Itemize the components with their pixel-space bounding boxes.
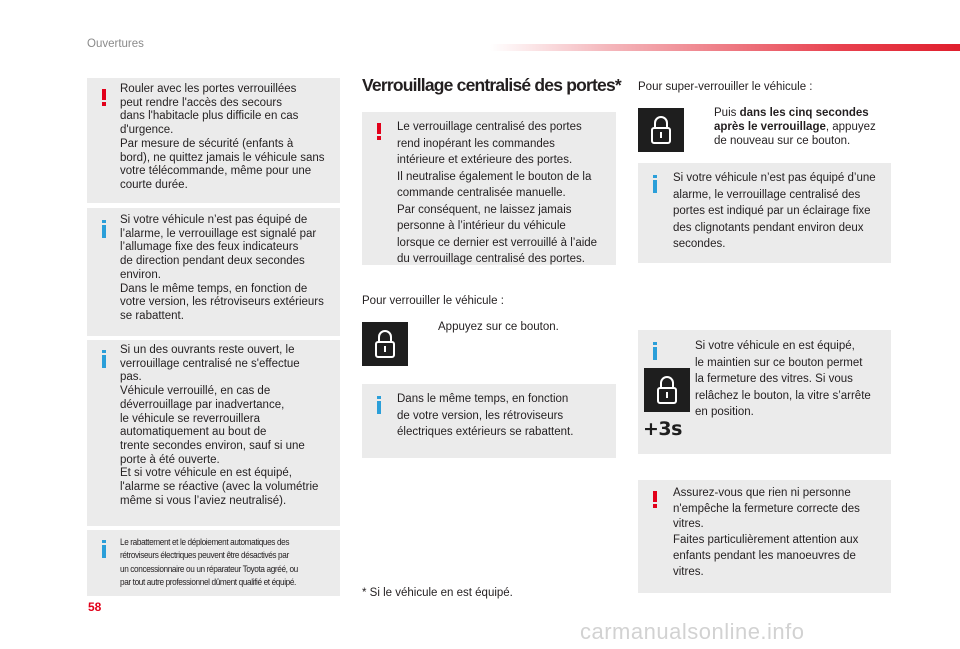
info-icon: [100, 220, 108, 238]
warning-text: Rouler avec les portes verrouillées peut rendre l'accès des secours dans l'habitacle plus difficile en cas d'urgence. Par mesure de sécurité (enfants à bord), ne quittez jamais le véhicule sans votre télécommande, même pour une courte durée.: [120, 83, 325, 191]
lock-step-text: Appuyez sur ce bouton.: [438, 321, 559, 333]
info-text: Le rabattement et le déploiement automatiques des rétroviseurs électriques peuvent être désactivés par un concessionnaire ou un réparateur Toyota agréé, ou par tout autre professionnel dûment qualifié et équipé.: [120, 537, 298, 589]
section-title: Ouvertures: [87, 38, 144, 50]
info-box-lock-indication: [638, 163, 891, 263]
warning-box-central-lock: [362, 112, 616, 265]
warning-text: Assurez-vous que rien ni personne n'empêche la fermeture correcte des vitres. Faites particulièrement attention aux enfants pendant les manoeuvres de vitres.: [673, 487, 860, 578]
info-text: Si votre véhicule n’est pas équipé de l’alarme, le verrouillage est signalé par l’allumage fixe des feux indicateurs de direction pendant deux secondes environ. Dans le même temps, en fonction de votre version, les rétroviseurs extérieurs se rabattent.: [120, 214, 324, 322]
info-icon: [100, 350, 108, 368]
info-box-mirror: [362, 384, 616, 458]
info-text: Si votre véhicule n’est pas équipé d’une alarme, le verrouillage centralisé des portes est indiqué par un éclairage fixe des clignotants pendant environ deux secondes.: [673, 172, 876, 250]
step-suffix: , appuyez de nouveau sur ce bouton.: [714, 121, 876, 147]
info-text: Si un des ouvrants reste ouvert, le verrouillage centralisé ne s'effectue pas. Véhicule verrouillé, en cas de déverrouillage par inadvertance, le véhicule se reverrouillera automatiquement au bout de trente secondes environ, sauf si une porte à été ouverte. Et si votre véhicule en est équipé, l'alarme se réactive (avec la volumétrie même si vous l’aviez neutralisé).: [120, 344, 319, 507]
hold-3s-icon: +3s: [643, 418, 682, 440]
header-accent-line: [490, 44, 960, 51]
step-prefix: Puis: [714, 107, 740, 119]
info-icon: [100, 540, 108, 558]
info-box-open-door: [87, 340, 340, 526]
warning-box-emergency-access: [87, 78, 340, 203]
warning-icon: [651, 491, 659, 508]
info-text: Dans le même temps, en fonction de votre version, les rétroviseurs électriques extérieurs se rabattent.: [397, 393, 574, 438]
info-box-mirror-folding: [87, 530, 340, 596]
lock-instruction-intro: Pour verrouiller le véhicule :: [362, 295, 504, 307]
info-icon: [375, 396, 383, 414]
lock-button-icon: [644, 368, 690, 412]
lock-button-icon: [638, 108, 684, 152]
footnote: * Si le véhicule en est équipé.: [362, 587, 513, 599]
warning-icon: [100, 89, 108, 106]
info-text: Si votre véhicule en est équipé, le maintien sur ce bouton permet la fermeture des vitres. Si vous relâchez le bouton, la vitre s’arrête en position.: [695, 340, 871, 418]
section-heading: Verrouillage centralisé des portes*: [362, 75, 621, 95]
info-box-window-closing: [638, 330, 891, 454]
info-icon: [651, 175, 659, 193]
page-number: 58: [88, 600, 102, 614]
info-icon: [651, 342, 659, 360]
lock-button-icon: [362, 322, 408, 366]
step-emphasis: dans les cinq secondes après le verrouillage: [714, 107, 869, 133]
superlock-instruction-intro: Pour super-verrouiller le véhicule :: [638, 81, 813, 93]
info-box-lock-signal: [87, 208, 340, 336]
warning-box-window-safety: [638, 480, 891, 593]
warning-icon: [375, 123, 383, 140]
warning-text: Le verrouillage centralisé des portes rend inopérant les commandes intérieure et extérieure des portes. Il neutralise également le bouton de la commande centralisée manuelle. Par conséquent, ne laissez jamais personne à l’intérieur du véhicule lorsque ce dernier est verrouillé à l’aide du verrouillage centralisé des portes.: [397, 121, 598, 265]
superlock-step-text: [714, 106, 894, 148]
watermark: carmanualsonline.info: [580, 619, 805, 644]
